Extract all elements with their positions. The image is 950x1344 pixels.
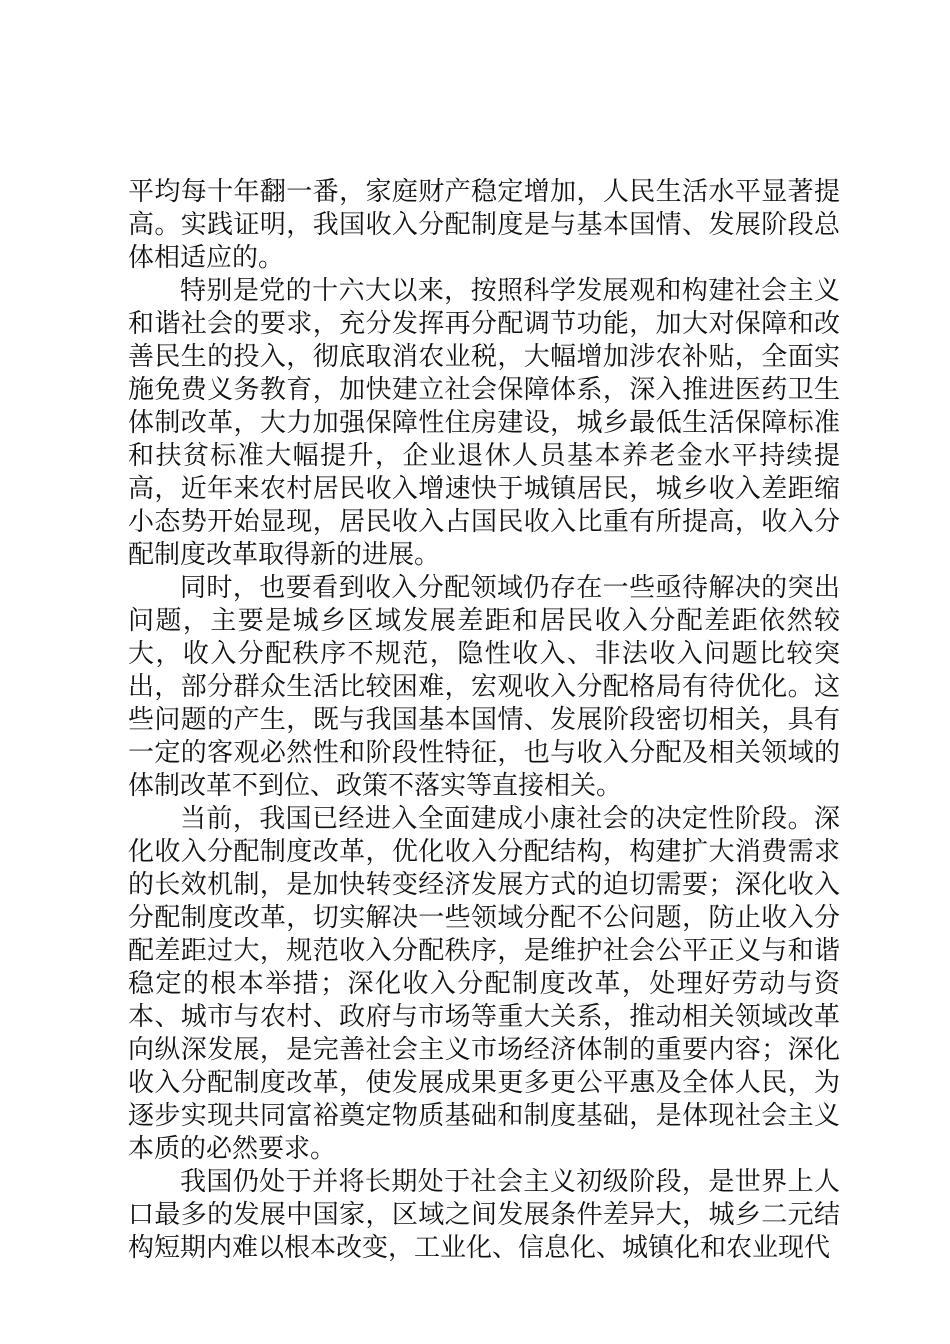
paragraph-1: 平均每十年翻一番，家庭财产稳定增加，人民生活水平显著提高。实践证明，我国收入分配制度是与基本国情、发展阶段总体相适应的。	[128, 177, 840, 273]
document-page	[128, 176, 840, 1265]
paragraph-4: 当前，我国已经进入全面建成小康社会的决定性阶段。深化收入分配制度改革，优化收入分配结构，构建扩大消费需求的长效机制，是加快转变经济发展方式的迫切需要；深化收入分配制度改革，切实解决一些领域分配不公问题，防止收入分配差距过大，规范收入分配秩序，是维护社会公平正义与和谐稳定的根本举措；深化收入分配制度改革，处理好劳动与资本、城市与农村、政府与市场等重大关系，推动相关领域改革向纵深发展，是完善社会主义市场经济体制的重要内容；深化收入分配制度改革，使发展成果更多更公平惠及全体人民，为逐步实现共同富裕奠定物质基础和制度基础，是体现社会主义本质的必然要求。	[128, 804, 840, 1164]
paragraph-2: 特别是党的十六大以来，按照科学发展观和构建社会主义和谐社会的要求，充分发挥再分配调节功能，加大对保障和改善民生的投入，彻底取消农业税，大幅增加涉农补贴，全面实施免费义务教育，加快建立社会保障体系，深入推进医药卫生体制改革，大力加强保障性住房建设，城乡最低生活保障标准和扶贫标准大幅提升，企业退休人员基本养老金水平持续提高，近年来农村居民收入增速快于城镇居民，城乡收入差距缩小态势开始显现，居民收入占国民收入比重有所提高，收入分配制度改革取得新的进展。	[128, 276, 840, 570]
paragraph-3: 同时，也要看到收入分配领域仍存在一些亟待解决的突出问题，主要是城乡区域发展差距和居民收入分配差距依然较大，收入分配秩序不规范，隐性收入、非法收入问题比较突出，部分群众生活比较困难，宏观收入分配格局有待优化。这些问题的产生，既与我国基本国情、发展阶段密切相关，具有一定的客观必然性和阶段性特征，也与收入分配及相关领域的体制改革不到位、政策不落实等直接相关。	[128, 573, 840, 801]
paragraph-5: 我国仍处于并将长期处于社会主义初级阶段，是世界上人口最多的发展中国家，区域之间发展条件差异大，城乡二元结构短期内难以根本改变，工业化、信息化、城镇化和农业现代	[128, 1167, 840, 1263]
